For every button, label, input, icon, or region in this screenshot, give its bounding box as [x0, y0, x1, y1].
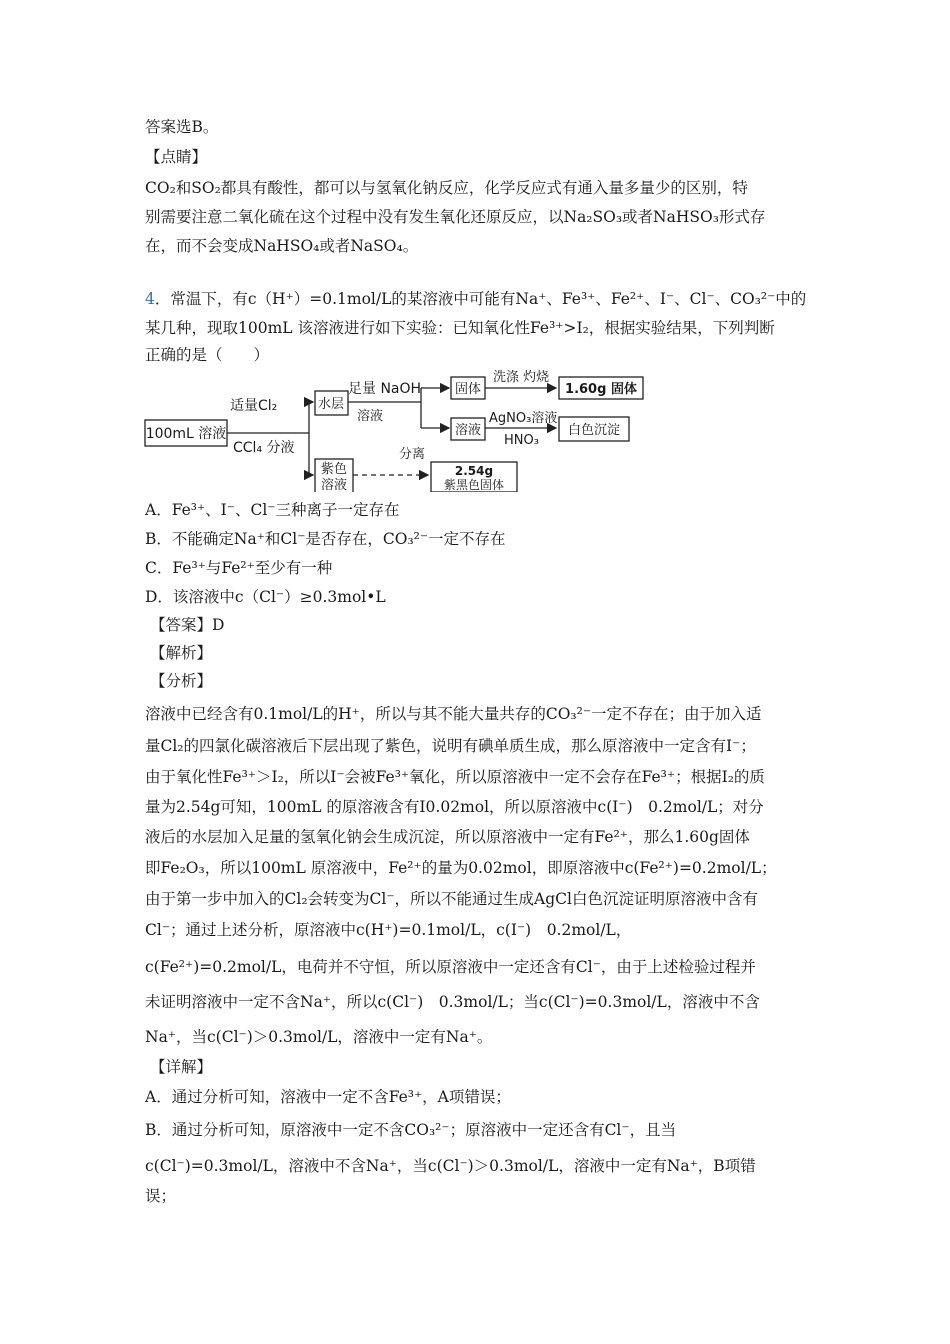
detail-option-a: A．通过分析可知，溶液中一定不含Fe³⁺，A项错误； — [145, 1088, 511, 1106]
analysis-line-2: 量Cl₂的四氯化碳溶液后下层出现了紫色，说明有碘单质生成，那么原溶液中一定含有I⁻； — [145, 737, 756, 755]
experiment-flow-diagram — [143, 368, 649, 492]
iodine-mass-label: 2.54g — [454, 464, 494, 478]
analysis-line-3: 由于氧化性Fe³⁺＞I₂，所以I⁻会被Fe³⁺氧化，所以原溶液中一定不会存在Fe³⁺；根据I₂的质 — [145, 768, 765, 786]
detail-option-b-1: B．通过分析可知，原溶液中一定不含CO₃²⁻；原溶液中一定还含有Cl⁻，且当 — [145, 1121, 677, 1139]
analysis-line-10: 未证明溶液中一定不含Na⁺，所以c(Cl⁻) 0.3mol/L；当c(Cl⁻)=0.3mol/L，溶液中不含 — [145, 993, 760, 1011]
solution-box-label: 溶液 — [454, 423, 482, 438]
answer-conclusion: 答案选B。 — [145, 118, 219, 136]
dianjing-text-1: CO₂和SO₂都具有酸性，都可以与氢氧化钠反应，化学反应式有通入量多量少的区别，特 — [145, 179, 748, 197]
analysis-line-1: 溶液中已经含有0.1mol/L的H⁺，所以与其不能大量共存的CO₃²⁻一定不存在；由于加入适 — [145, 705, 762, 723]
reagent-cl2: 适量Cl₂ — [230, 398, 278, 414]
section-heading-xiangjie: 【详解】 — [150, 1058, 213, 1076]
option-d: D．该溶液中c（Cl⁻）≥0.3mol•L — [145, 588, 386, 606]
dianjing-text-2: 别需要注意二氧化硫在这个过程中没有发生氧化还原反应，以Na₂SO₃或者NaHSO₃形式存 — [145, 208, 766, 226]
start-box-label: 100mL 溶液 — [145, 426, 227, 442]
purple-solution-line2: 溶液 — [320, 478, 348, 492]
separate-label: 分离 — [399, 447, 426, 462]
detail-option-b-3: 误； — [145, 1187, 177, 1205]
agno3-label: AgNO₃溶液 — [489, 411, 558, 426]
question-number: 4 — [145, 290, 155, 308]
analysis-line-9: c(Fe²⁺)=0.2mol/L，电荷并不守恒，所以原溶液中一定还含有Cl⁻，由于上述检验过程并 — [145, 958, 756, 976]
analysis-line-6: 即Fe₂O₃，所以100mL 原溶液中，Fe²⁺的量为0.02mol，即原溶液中c(Fe²⁺)=0.2mol/L； — [145, 859, 777, 877]
reagent-ccl4: CCl₄ 分液 — [233, 440, 295, 456]
option-b: B．不能确定Na⁺和Cl⁻是否存在，CO₃²⁻一定不存在 — [145, 530, 506, 548]
option-a: A．Fe³⁺、I⁻、Cl⁻三种离子一定存在 — [145, 501, 400, 519]
iodine-solid-label: 紫黑色固体 — [443, 478, 505, 492]
answer-line: 【答案】D — [150, 616, 225, 634]
naoh-label: 足量 NaOH — [348, 381, 422, 397]
analysis-line-11: Na⁺，当c(Cl⁻)＞0.3mol/L，溶液中一定有Na⁺。 — [145, 1028, 493, 1046]
dianjing-text-3: 在，而不会变成NaHSO₄或者NaSO₄。 — [145, 237, 419, 255]
analysis-line-4: 量为2.54g可知，100mL 的原溶液含有I0.02mol，所以原溶液中c(I⁻) 0.2mol/L；对分 — [145, 798, 764, 816]
analysis-line-5: 液后的水层加入足量的氢氧化钠会生成沉淀，所以原溶液中一定有Fe²⁺，那么1.60g固体 — [145, 828, 750, 846]
question-text-1: ．常温下，有c（H⁺）=0.1mol/L的某溶液中可能有Na⁺、Fe³⁺、Fe²⁺、I⁻、Cl⁻、CO₃²⁻中的 — [154, 290, 807, 308]
hno3-label: HNO₃ — [504, 433, 539, 448]
result-1-60g-solid: 1.60g 固体 — [565, 382, 637, 397]
analysis-line-8: Cl⁻；通过上述分析，原溶液中c(H⁺)=0.1mol/L，c(I⁻) 0.2mol/L， — [145, 921, 632, 939]
naoh-solution-label: 溶液 — [357, 409, 384, 424]
question-line-2: 某几种，现取100mL 该溶液进行如下实验：已知氧化性Fe³⁺>I₂，根据实验结果，下列判断 — [145, 319, 775, 337]
detail-option-b-2: c(Cl⁻)=0.3mol/L，溶液中不含Na⁺，当c(Cl⁻)＞0.3mol/L，溶液中一定有Na⁺，B项错 — [145, 1157, 756, 1175]
purple-solution-line1: 紫色 — [320, 462, 348, 477]
analysis-line-7: 由于第一步中加入的Cl₂会转变为Cl⁻，所以不能通过生成AgCl白色沉淀证明原溶液中含有 — [145, 890, 758, 908]
section-heading-fenxi: 【分析】 — [150, 672, 213, 690]
white-precipitate-label: 白色沉淀 — [567, 423, 621, 438]
solid-box-label: 固体 — [454, 382, 482, 397]
water-layer-label: 水层 — [317, 397, 345, 412]
section-heading-dianjing: 【点睛】 — [145, 148, 208, 166]
section-heading-jiexi: 【解析】 — [150, 644, 213, 662]
option-c: C．Fe³⁺与Fe²⁺至少有一种 — [145, 559, 333, 577]
question-line-1 — [145, 289, 806, 309]
wash-calcine-label: 洗涤 灼烧 — [493, 370, 550, 385]
question-line-3: 正确的是（ ） — [145, 346, 270, 364]
